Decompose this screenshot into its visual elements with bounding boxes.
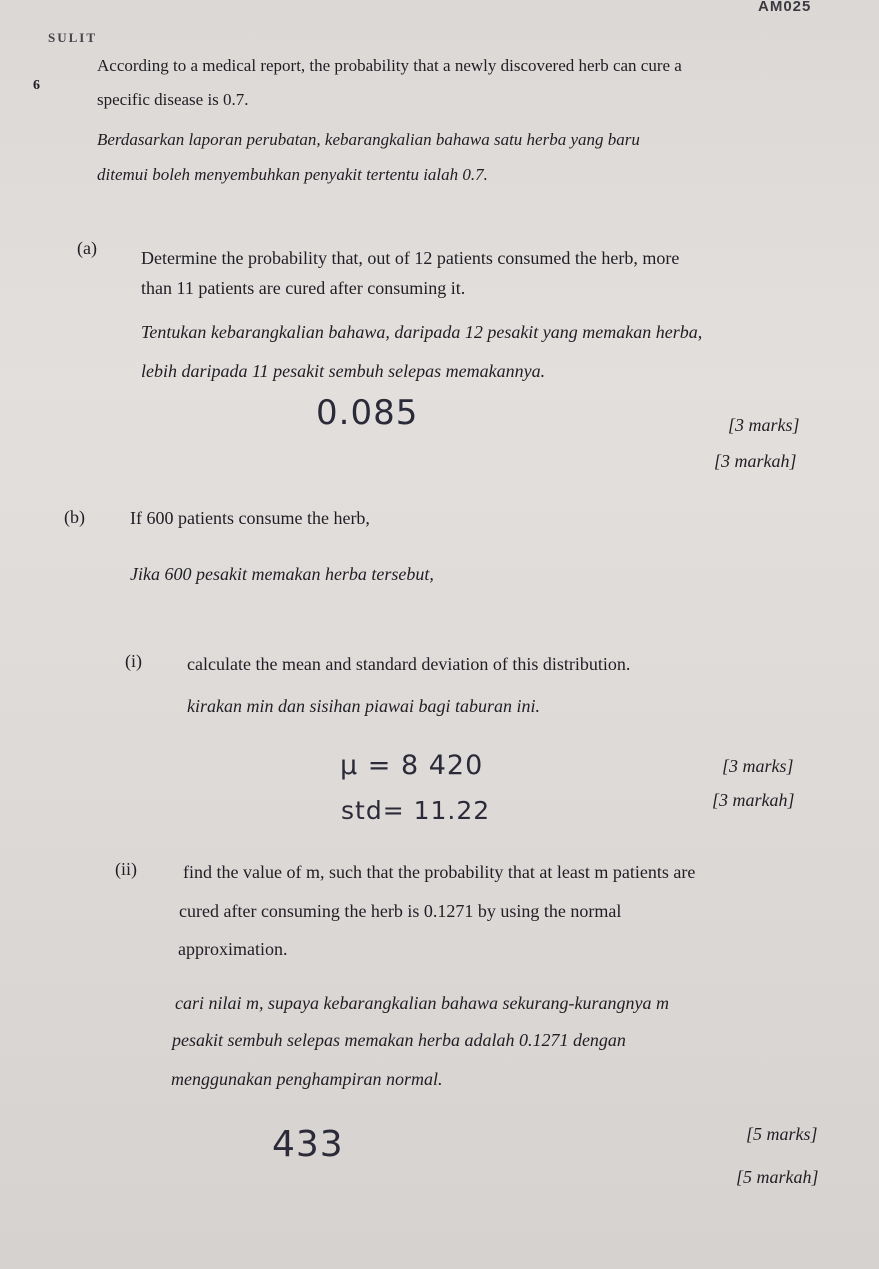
part-b-ii-marks-en: [5 marks] [746, 1124, 818, 1144]
part-b-ii-handwritten-answer: 433 [272, 1124, 344, 1165]
sulit-label: SULIT [48, 30, 98, 45]
part-b-ii-ms-line1: cari nilai m, supaya kebarangkalian bahawa sekurang-kurangnya m [175, 993, 669, 1013]
part-a-label: (a) [77, 238, 97, 258]
part-a-marks-ms: [3 markah] [714, 451, 797, 471]
part-b-i-ms: kirakan min dan sisihan piawai bagi taburan ini. [187, 696, 541, 716]
part-b-ii-label: (ii) [115, 859, 137, 879]
part-b-i-marks-ms: [3 markah] [712, 790, 795, 810]
intro-ms-line1: Berdasarkan laporan perubatan, kebarangkalian bahawa satu herba yang baru [97, 130, 640, 149]
question-number: 6 [33, 78, 40, 93]
part-b-i-label: (i) [125, 651, 142, 671]
part-b-ii-en-line2: cured after consuming the herb is 0.1271 by using the normal [179, 901, 622, 921]
intro-en-line2: specific disease is 0.7. [97, 90, 249, 109]
part-a-en-line2: than 11 patients are cured after consuming it. [141, 278, 466, 298]
intro-ms-line2: ditemui boleh menyembuhkan penyakit tertentu ialah 0.7. [97, 165, 488, 184]
paper-code: AM025 [758, 0, 812, 15]
part-b-i-en: calculate the mean and standard deviation of this distribution. [187, 654, 631, 674]
part-b-ii-en-line1: find the value of m, such that the probability that at least m patients are [183, 862, 696, 882]
intro-en-line1: According to a medical report, the probability that a newly discovered herb can cure a [97, 56, 682, 75]
part-a-ms-line1: Tentukan kebarangkalian bahawa, daripada 12 pesakit yang memakan herba, [141, 322, 703, 342]
part-b-en: If 600 patients consume the herb, [130, 508, 370, 528]
part-b-ii-ms-line2: pesakit sembuh selepas memakan herba adalah 0.1271 dengan [172, 1030, 626, 1050]
part-b-i-handwritten-std: std= 11.22 [341, 796, 491, 825]
part-b-ms: Jika 600 pesakit memakan herba tersebut, [130, 564, 434, 584]
part-a-en-line1: Determine the probability that, out of 12 patients consumed the herb, more [141, 248, 680, 268]
part-b-label: (b) [64, 507, 85, 527]
part-a-marks-en: [3 marks] [728, 415, 800, 435]
part-b-ii-en-line3: approximation. [178, 939, 288, 959]
part-a-handwritten-answer: 0.085 [316, 393, 419, 433]
part-b-i-marks-en: [3 marks] [722, 756, 794, 776]
part-b-ii-marks-ms: [5 markah] [736, 1167, 819, 1187]
part-a-ms-line2: lebih daripada 11 pesakit sembuh selepas memakannya. [141, 361, 546, 381]
part-b-ii-ms-line3: menggunakan penghampiran normal. [171, 1069, 443, 1089]
part-b-i-handwritten-mean: μ = 8 420 [340, 750, 484, 781]
